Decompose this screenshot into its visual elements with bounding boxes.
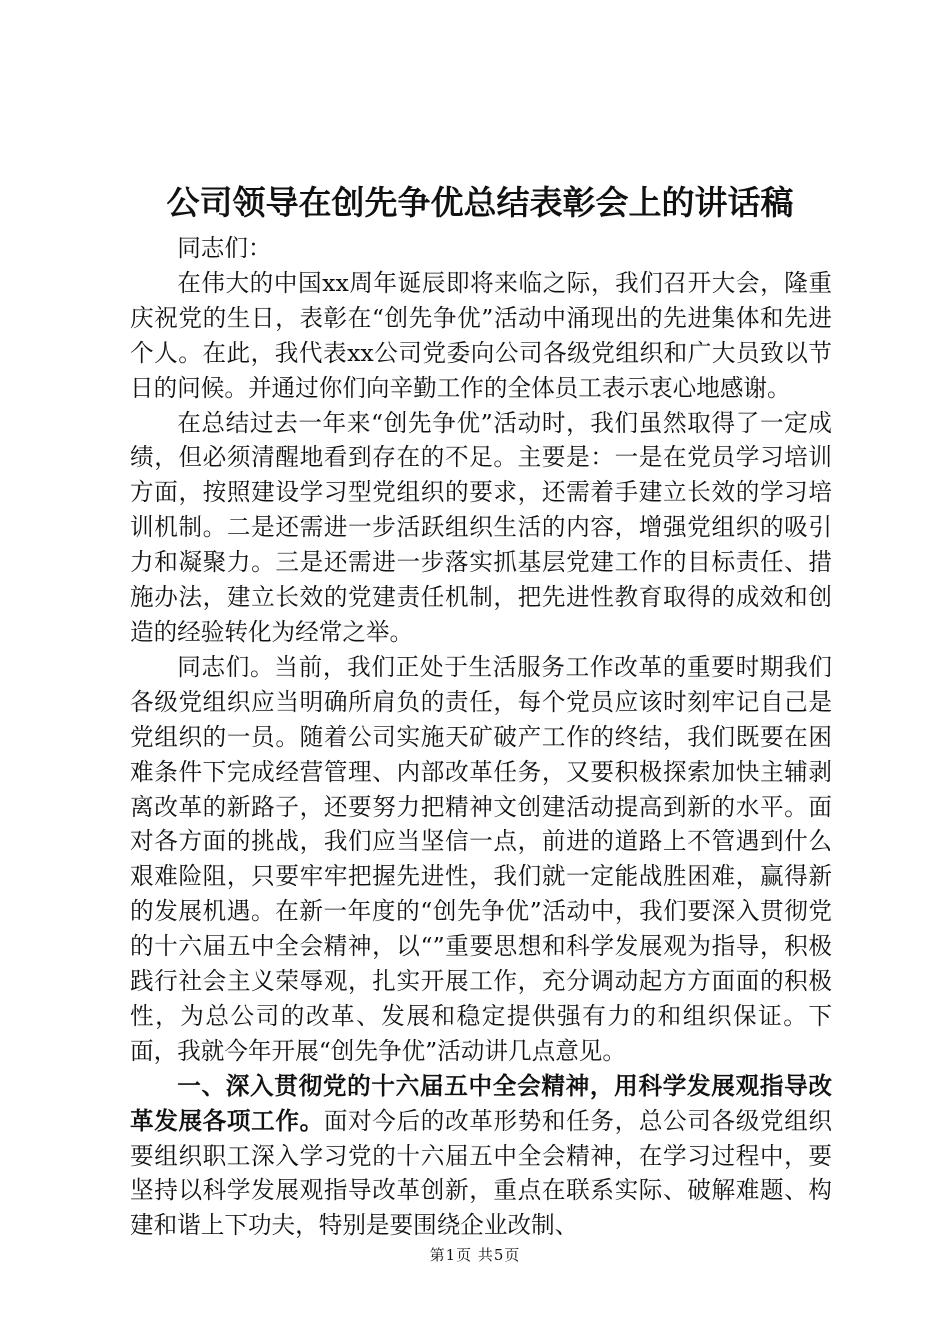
section-1-text: 面对今后的改革形势和任务，总公司各级党组织要组织职工深入学习党的十六届五中全会精神，在学习过程中，要坚持以科学发展观指导改革创新，重点在联系实际、破解难题、构建和谐上下功夫，特别是要围绕企业改制、 (130, 1106, 833, 1240)
section-1-heading: 一、深入贯彻党的十六届五中全会精神，用科学发展观指导改革发展各项工作。 (130, 1071, 832, 1135)
page-footer: 第1页 共5页 (429, 1246, 521, 1264)
section-1-paragraph (130, 1069, 832, 1244)
paragraph-3: 同志们。当前，我们正处于生活服务工作改革的重要时期我们各级党组织应当明确所肩负的责任，每个党员应该时刻牢记自己是党组织的一员。随着公司实施天矿破产工作的终结，我们既要在困难条件下完成经营管理、内部改革任务，又要积极探索加快主辅剥离改革的新路子，还要努力把精神文创建活动提高到新的水平。面对各方面的挑战，我们应当坚信一点，前进的道路上不管遇到什么艰难险阻，只要牢牢把握先进性，我们就一定能战胜困难，赢得新的发展机遇。在新一年度的“创先争优”活动中，我们要深入贯彻党的十六届五中全会精神，以“”重要思想和科学发展观为指导，积极践行社会主义荣辱观，扎实开展工作，充分调动起方方面面的积极性，为总公司的改革、发展和稳定提供强有力的和组织保证。下面，我就今年开展“创先争优”活动讲几点意见。 (130, 652, 832, 1065)
paragraph-2: 在总结过去一年来“创先争优”活动时，我们虽然取得了一定成绩，但必须清醒地看到存在的不足。主要是：一是在党员学习培训方面，按照建设学习型党组织的要求，还需着手建立长效的学习培训机制。二是还需进一步活跃组织生活的内容，增强党组织的吸引力和凝聚力。三是还需进一步落实抓基层党建工作的目标责任、措施办法，建立长效的党建责任机制，把先进性教育取得的成效和创造的经验转化为经常之举。 (130, 408, 832, 646)
paragraph-1: 在伟大的中国xx周年诞辰即将来临之际，我们召开大会，隆重庆祝党的生日，表彰在“创先争优”活动中涌现出的先进集体和先进个人。在此，我代表xx公司党委向公司各级党组织和广大员致以节日的问候。并通过你们向辛勤工作的全体员工表示衷心地感谢。 (130, 268, 832, 402)
document-title: 公司领导在创先争优总结表彰会上的讲话稿 (166, 183, 794, 222)
salutation: 同志们： (177, 234, 272, 262)
document-body (130, 231, 832, 1243)
